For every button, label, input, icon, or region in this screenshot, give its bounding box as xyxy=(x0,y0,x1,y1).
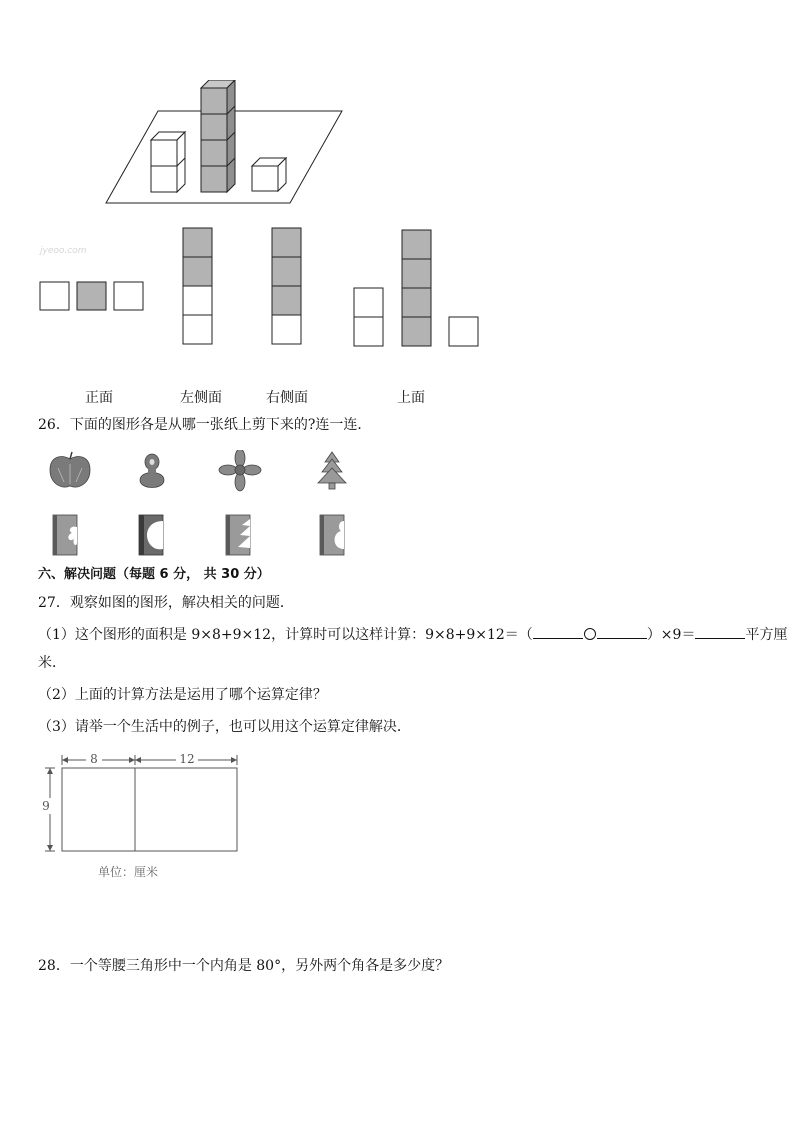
tree-icon xyxy=(318,452,346,489)
q27-rectangle-figure xyxy=(36,748,246,884)
single-cube xyxy=(252,158,286,191)
top-view xyxy=(354,230,478,346)
label-left-view: 左侧面 xyxy=(180,390,222,406)
answer-blank-2[interactable] xyxy=(597,626,647,639)
unit-label: 单位：厘米 xyxy=(98,865,159,879)
left-view xyxy=(183,228,212,344)
gourd-icon xyxy=(140,454,164,488)
dimension-arrows xyxy=(47,757,237,851)
label-front-view: 正面 xyxy=(85,390,113,406)
answer-blank-1[interactable] xyxy=(533,626,583,639)
cut-paper-apple-icon xyxy=(139,515,163,555)
front-view xyxy=(40,282,143,310)
operator-circle-icon[interactable] xyxy=(584,628,596,640)
q27-part1-line1 xyxy=(38,626,787,642)
q26-text: 26．下面的图形各是从哪一张纸上剪下来的?连一连． xyxy=(38,417,372,433)
dim-left-width: 8 xyxy=(90,752,98,766)
q28-text: 28．一个等腰三角形中一个内角是 80°，另外两个角各是多少度？ xyxy=(38,958,450,974)
answer-blank-3[interactable] xyxy=(695,626,745,639)
q26-shapes-bottom xyxy=(50,513,360,558)
tall-cube-stack xyxy=(201,80,235,192)
views-figure xyxy=(38,226,483,350)
q27-text: 27．观察如图的图形，解决相关的问题． xyxy=(38,595,294,611)
cut-paper-tree-icon xyxy=(226,515,250,555)
cut-paper-flower-icon xyxy=(53,515,77,555)
cut-paper-gourd-icon xyxy=(320,515,344,555)
apple-icon xyxy=(50,452,90,487)
q27-part1-b: ）×9＝ xyxy=(646,627,696,643)
section6-title: 六、解决问题（每题 6 分， 共 30 分） xyxy=(38,567,270,582)
q27-part2: （2）上面的计算方法是运用了哪个运算定律？ xyxy=(38,687,327,703)
q27-part1-line2: 米． xyxy=(38,655,66,671)
q27-part1-c: 平方厘 xyxy=(745,627,788,643)
left-cube-stack xyxy=(151,132,185,192)
watermark: jyeoo.com xyxy=(40,246,87,256)
q27-part1-a: （1）这个图形的面积是 9×8+9×12，计算时可以这样计算：9×8+9×12＝（ xyxy=(38,627,533,643)
label-top-view: 上面 xyxy=(397,390,425,406)
flower-icon xyxy=(219,450,261,491)
q27-part3: （3）请举一个生活中的例子，也可以用这个运算定律解决． xyxy=(38,719,411,735)
q26-shapes-top xyxy=(40,450,360,495)
dim-right-width: 12 xyxy=(179,752,195,766)
big-rectangle xyxy=(62,768,237,851)
right-view xyxy=(272,228,301,344)
dim-height: 9 xyxy=(42,799,50,813)
cube-arrangement-figure xyxy=(100,80,350,210)
label-right-view: 右侧面 xyxy=(266,390,308,406)
